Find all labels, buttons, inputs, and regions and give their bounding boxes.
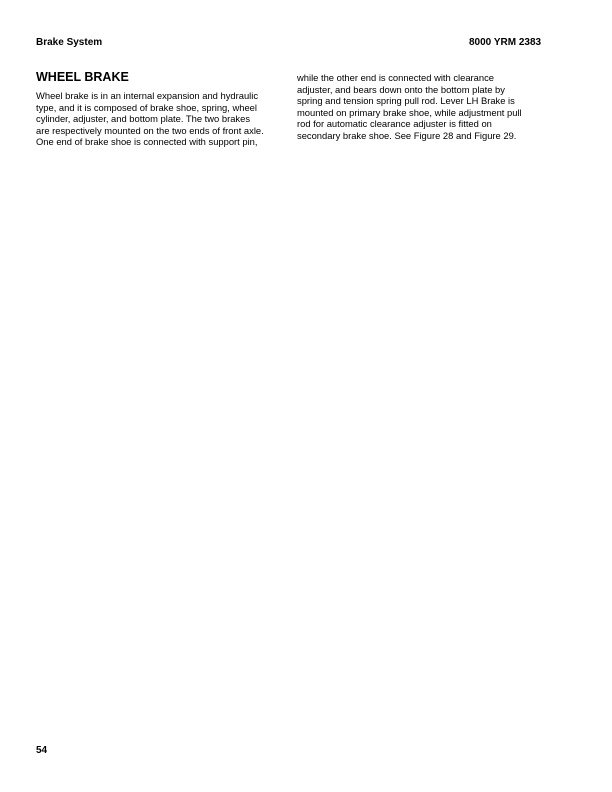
header-section-title: Brake System: [36, 37, 103, 48]
body-text-line: cylinder, adjuster, and bottom plate. The two brakes: [36, 113, 251, 125]
body-text-line: adjuster, and bears down onto the bottom plate by: [297, 83, 505, 95]
page-number: 54: [36, 745, 48, 756]
body-text-line: One end of brake shoe is connected with support pin,: [36, 136, 258, 148]
body-text-line: spring and tension spring pull rod. Lever LH Brake is: [297, 95, 515, 107]
body-text-line: Wheel brake is in an internal expansion and hydraulic: [36, 90, 259, 101]
body-text-line: while the other end is connected with clearance: [297, 72, 494, 83]
body-text-line: secondary brake shoe. See Figure 28 and Figure 29.: [297, 129, 517, 141]
body-text-line: mounted on primary brake shoe, while adjustment pull: [297, 106, 522, 118]
body-text-line: rod for automatic clearance adjuster is fitted on: [297, 118, 492, 130]
body-column-left: [36, 90, 288, 148]
header-document-id: 8000 YRM 2383: [469, 37, 542, 48]
body-text-line: type, and it is composed of brake shoe, spring, wheel: [36, 101, 257, 113]
body-column-right: [297, 72, 549, 142]
section-heading: WHEEL BRAKE: [36, 70, 129, 84]
body-text-line: are respectively mounted on the two ends of front axle.: [36, 124, 264, 136]
